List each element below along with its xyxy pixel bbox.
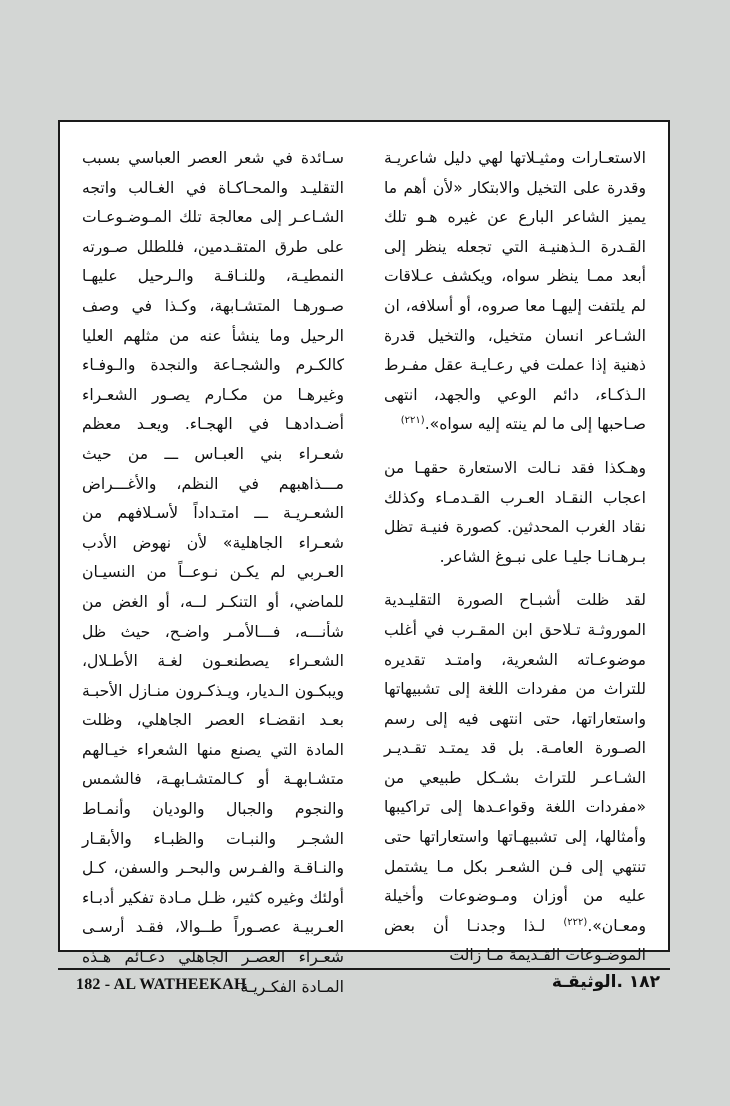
paragraph-3-tail: لـذا وجدنـا أن بعض الموضـوعات القـديمة مـا زالت [384, 916, 646, 965]
right-column [384, 144, 646, 965]
paragraph-1 [384, 144, 646, 440]
paragraph-3-text: لقد ظلت أشبـاح الصورة التقليـدية الموروثـة تـلاحق ابن المقـرب في أغلب موضوعـاته الشعرية، وامتـد تقديره للتراث من مفردات اللغة إلى تشبيهاتها واستعاراتها، حتى انتهى فيه إلى رسم الصـورة العامـة. بل قد يمتـد تقـديـر الشـاعـر للتراث بشـكل طبيعي من «مفردات اللغة وقواعـدها إلى تراكيبها وأمثالها، إلى تشبيهـاتها واستعاراتها حتى تنتهي إلى فـن الشعـر بكل مـا يشتمل عليه من أوزان ومـوضوعات وأخيلة ومعـان». [384, 591, 646, 935]
paragraph-gap [384, 440, 646, 454]
footnote-ref-221: (٢٢١) [400, 415, 425, 427]
left-column-text: سـائدة في شعر العصر العباسي بسبب التقليـد والمحـاكـاة في الغـالب واتجه الشـاعـر إلى معالجة تلك المـوضـوعـات على طرق المتقـدمين، فللطلل صـورته النمطيـة، وللنـاقـة والـرحيل عليهـا صـورهـا المتشـابهة، وكـذا في وصف الرحيل وما ينشأ عنه من مثلهم العليا كالكـرم والشجـاعة والنجدة والـوفـاء وغيرهـا من مكـارم يصـور الشعـراء أضـدادهـا في الهجـاء. ويعـد معظم شعـراء بني العبـاس ـــ من حيث مـــذاهبهم في النظم، والأغـــراض الشعـريـة ـــ امتـداداً لأسـلافهم من شعـراء الجاهلية» لأن نهوض الأدب العـربي لم يكـن نـوعــاً من النسيـان للماضي، أو التنكـر لــه، أو الغض من شأنـــه، فـــالأمـر واضـح، حيث ظل الشعـراء يصطنعـون لغـة الأطـلال، ويبكـون الـديار، ويـذكـرون منـازل الأحبـة بعـد انقضـاء العصر الجاهلي، وظلت المادة التي يصنع منها الشعراء خيـالهم متشـابهـة أو كـالمتشـابهـة، فالشمس والنجوم والجبال والوديان وأنمـاط الشجـر والنبـات والظبـاء والأبقـار والنـاقـة والفـرس والبحـر والسفن، كـل أولئك وغيره كثير، ظـل مـادة تفكير أدبـاء العـربيـة عصـوراً طــوالا، فقـد أرسـى شعـراء العصـر الجاهلي دعـائم هـذه المـادة الفكـريـة [82, 149, 344, 996]
paragraph-3 [384, 586, 646, 971]
paragraph-2-text: وهـكذا فقد نـالت الاستعارة حقهـا من اعجاب النقـاد العـرب القـدمـاء وكذلك نقاد الغرب المحدثين. كصورة فنيـة تظل بـرهـانـا جليـا على نبـوغ الشاعر. [384, 458, 646, 566]
paragraph-gap [384, 572, 646, 586]
paragraph-1-text: الاستعـارات ومثيـلاتها لهي دليل شاعريـة وقدرة على التخيل والابتكار «لأن أهم ما يميز الشاعر البارع عن غيره هـو تلك القـدرة الـذهنيـة التي تجعله ينظر إلى أبعد ممـا ينظر سواه، ويكشف عـلاقات لم يلتفت إليهـا معا صروه، أو أسلافه، ان الشـاعر انسان متخيل، والتخيل قدرة ذهنية إذا عملت في رعـايـة عقل مفـرط الـذكـاء، دائم الوعي والجهد، انتهى صـاحبها إلى ما لم ينته إليه سواه». [384, 149, 646, 434]
footer-page-label-arabic: ١٨٢ .الوثيقـة [551, 972, 660, 992]
paragraph-2 [384, 454, 646, 572]
footer-page-label-english: 182 - AL WATHEEKAH [76, 976, 247, 993]
footnote-ref-222: (٢٢٢) [563, 916, 588, 928]
footer-rule [58, 968, 670, 970]
